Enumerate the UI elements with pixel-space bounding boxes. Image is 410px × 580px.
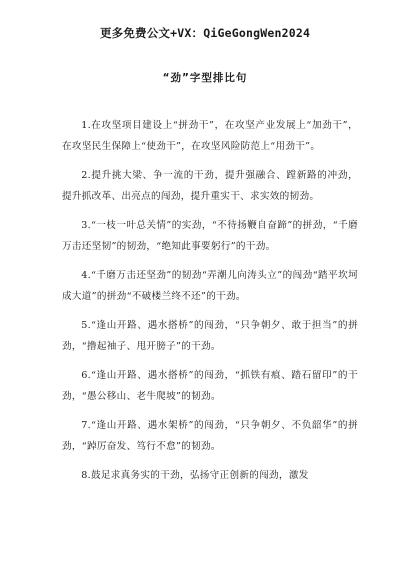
paragraph-6: 6.“逢山开路、遇水搭桥”的闯劲，“抓铁有痕、踏石留印”的干劲，“愚公移山、老牛爬坡”的韧劲。 <box>62 370 358 402</box>
paragraph-5: 5.“逢山开路、遇水搭桥”的闯劲，“只争朝夕、敢于担当”的拼劲，“撸起袖子、甩开膀子”的干劲。 <box>62 320 358 352</box>
paragraph-7: 7.“逢山开路、遇水架桥”的闯劲，“只争朝夕、不负韶华”的拼劲，“踔厉奋发、笃行不怠”的韧劲。 <box>62 420 358 452</box>
paragraph-3: 3.“一枝一叶总关情”的实劲，“不待扬鞭自奋蹄”的拼劲，“千磨万击还坚韧”的韧劲，“绝知此事要躬行”的干劲。 <box>62 220 358 252</box>
paragraph-4: 4.“千磨万击还坚劲”的韧劲“弄潮儿向涛头立”的闯劲“踏平坎坷成大道”的拼劲“不破楼兰终不还”的干劲。 <box>62 270 358 302</box>
document-body <box>62 115 358 494</box>
paragraph-8: 8.鼓足求真务实的干劲，弘扬守正创新的闯劲，激发 <box>81 470 309 481</box>
paragraph-2: 2.提升挑大梁、争一流的干劲，提升强融合、蹚新路的冲劲，提升抓改革、出亮点的闯劲，提升重实干、求实效的韧劲。 <box>62 170 358 202</box>
document-title: “劲”字型排比句 <box>162 72 248 84</box>
paragraph-1: 1.在攻坚项目建设上“拼劲干”，在攻坚产业发展上“加劲干”，在攻坚民生保障上“使劲干”，在攻坚风险防范上“用劲干”。 <box>62 120 358 152</box>
page-header: 更多免费公文+VX：QiGeGongWen2024 <box>99 26 311 40</box>
